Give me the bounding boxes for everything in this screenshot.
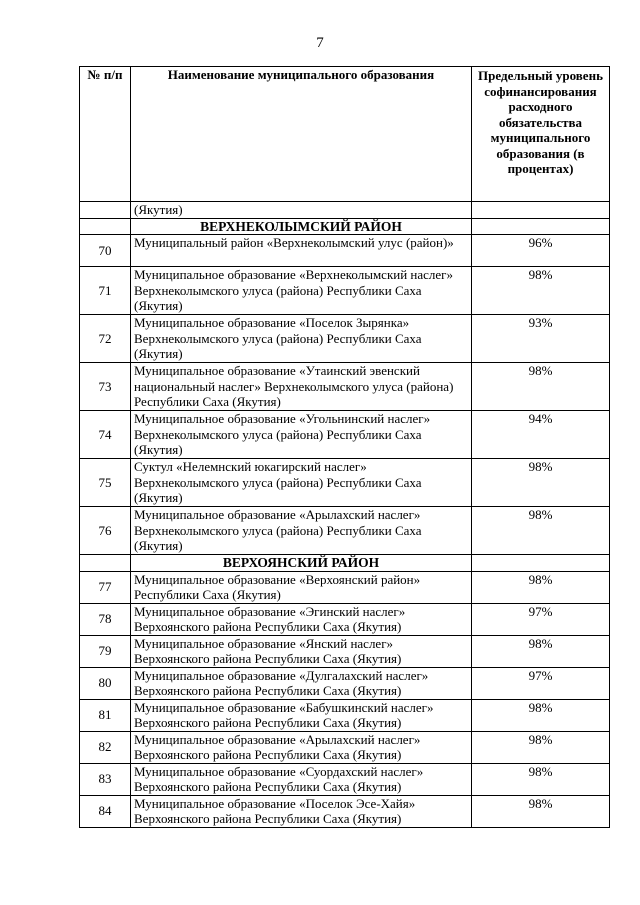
cofinancing-table xyxy=(79,66,610,828)
row-number: 78 xyxy=(80,603,131,635)
row-percent: 98% xyxy=(472,763,610,795)
row-percent: 97% xyxy=(472,667,610,699)
section-row xyxy=(80,555,610,572)
continuation-row xyxy=(80,202,610,219)
table-header-row xyxy=(80,67,610,202)
table-row xyxy=(80,635,610,667)
row-name: Муниципальное образование «Дулгалахский наслег» Верхоянского района Республики Саха (Якутия) xyxy=(131,667,472,699)
table-row xyxy=(80,731,610,763)
table-row xyxy=(80,267,610,315)
row-percent: 94% xyxy=(472,411,610,459)
row-percent: 98% xyxy=(472,731,610,763)
continuation-pct xyxy=(472,202,610,219)
table-row xyxy=(80,699,610,731)
row-name: Муниципальное образование «Поселок Эсе-Хайя» Верхоянского района Республики Саха (Якутия) xyxy=(131,795,472,827)
row-number: 71 xyxy=(80,267,131,315)
continuation-text: (Якутия) xyxy=(131,202,472,219)
table-row xyxy=(80,315,610,363)
row-name: Муниципальное образование «Суордахский наслег» Верхоянского района Республики Саха (Якутия) xyxy=(131,763,472,795)
table-row xyxy=(80,363,610,411)
row-name: Муниципальное образование «Бабушкинский наслег» Верхоянского района Республики Саха (Якутия) xyxy=(131,699,472,731)
row-number: 77 xyxy=(80,571,131,603)
table-row xyxy=(80,411,610,459)
row-percent: 98% xyxy=(472,571,610,603)
row-number: 75 xyxy=(80,459,131,507)
row-percent: 96% xyxy=(472,235,610,267)
row-number: 70 xyxy=(80,235,131,267)
row-number: 73 xyxy=(80,363,131,411)
row-name: Суктул «Нелемнский юкагирский наслег» Верхнеколымского улуса (района) Республики Саха (Якутия) xyxy=(131,459,472,507)
row-percent: 97% xyxy=(472,603,610,635)
row-percent: 98% xyxy=(472,267,610,315)
table-row xyxy=(80,603,610,635)
row-name: Муниципальный район «Верхнеколымский улус (район)» xyxy=(131,235,472,267)
table-row xyxy=(80,795,610,827)
row-percent: 98% xyxy=(472,507,610,555)
row-name: Муниципальное образование «Арылахский наслег» Верхнеколымского улуса (района) Республики Саха (Якутия) xyxy=(131,507,472,555)
header-name: Наименование муниципального образования xyxy=(131,67,472,202)
table-row xyxy=(80,763,610,795)
row-percent: 93% xyxy=(472,315,610,363)
table-row xyxy=(80,667,610,699)
row-name: Муниципальное образование «Поселок Зырянка» Верхнеколымского улуса (района) Республики Саха (Якутия) xyxy=(131,315,472,363)
row-percent: 98% xyxy=(472,635,610,667)
row-number: 79 xyxy=(80,635,131,667)
row-percent: 98% xyxy=(472,363,610,411)
row-number: 82 xyxy=(80,731,131,763)
row-name: Муниципальное образование «Утаинский эвенский национальный наслег» Верхнеколымского улуса (района) Республики Саха (Якутия) xyxy=(131,363,472,411)
table-row xyxy=(80,571,610,603)
row-number: 80 xyxy=(80,667,131,699)
row-name: Муниципальное образование «Арылахский наслег» Верхоянского района Республики Саха (Якутия) xyxy=(131,731,472,763)
section-num xyxy=(80,555,131,572)
row-number: 72 xyxy=(80,315,131,363)
row-percent: 98% xyxy=(472,699,610,731)
table-row xyxy=(80,507,610,555)
row-name: Муниципальное образование «Эгинский наслег» Верхоянского района Республики Саха (Якутия) xyxy=(131,603,472,635)
section-title: ВЕРХНЕКОЛЫМСКИЙ РАЙОН xyxy=(131,218,472,235)
row-number: 74 xyxy=(80,411,131,459)
header-percent: Предельный уровень софинансирования расходного обязательства муниципального образования (в процентах) xyxy=(472,67,610,202)
row-percent: 98% xyxy=(472,459,610,507)
row-number: 81 xyxy=(80,699,131,731)
continuation-num xyxy=(80,202,131,219)
section-pct xyxy=(472,218,610,235)
row-percent: 98% xyxy=(472,795,610,827)
section-title: ВЕРХОЯНСКИЙ РАЙОН xyxy=(131,555,472,572)
table-row xyxy=(80,459,610,507)
table-row xyxy=(80,235,610,267)
page-number: 7 xyxy=(316,35,324,51)
section-pct xyxy=(472,555,610,572)
row-name: Муниципальное образование «Угольнинский наслег» Верхнеколымского улуса (района) Республики Саха (Якутия) xyxy=(131,411,472,459)
row-name: Муниципальное образование «Верхнеколымский наслег» Верхнеколымского улуса (района) Республики Саха (Якутия) xyxy=(131,267,472,315)
section-row xyxy=(80,218,610,235)
section-num xyxy=(80,218,131,235)
row-number: 84 xyxy=(80,795,131,827)
header-num: № п/п xyxy=(80,67,131,202)
row-number: 83 xyxy=(80,763,131,795)
row-number: 76 xyxy=(80,507,131,555)
row-name: Муниципальное образование «Янский наслег» Верхоянского района Республики Саха (Якутия) xyxy=(131,635,472,667)
row-name: Муниципальное образование «Верхоянский район» Республики Саха (Якутия) xyxy=(131,571,472,603)
